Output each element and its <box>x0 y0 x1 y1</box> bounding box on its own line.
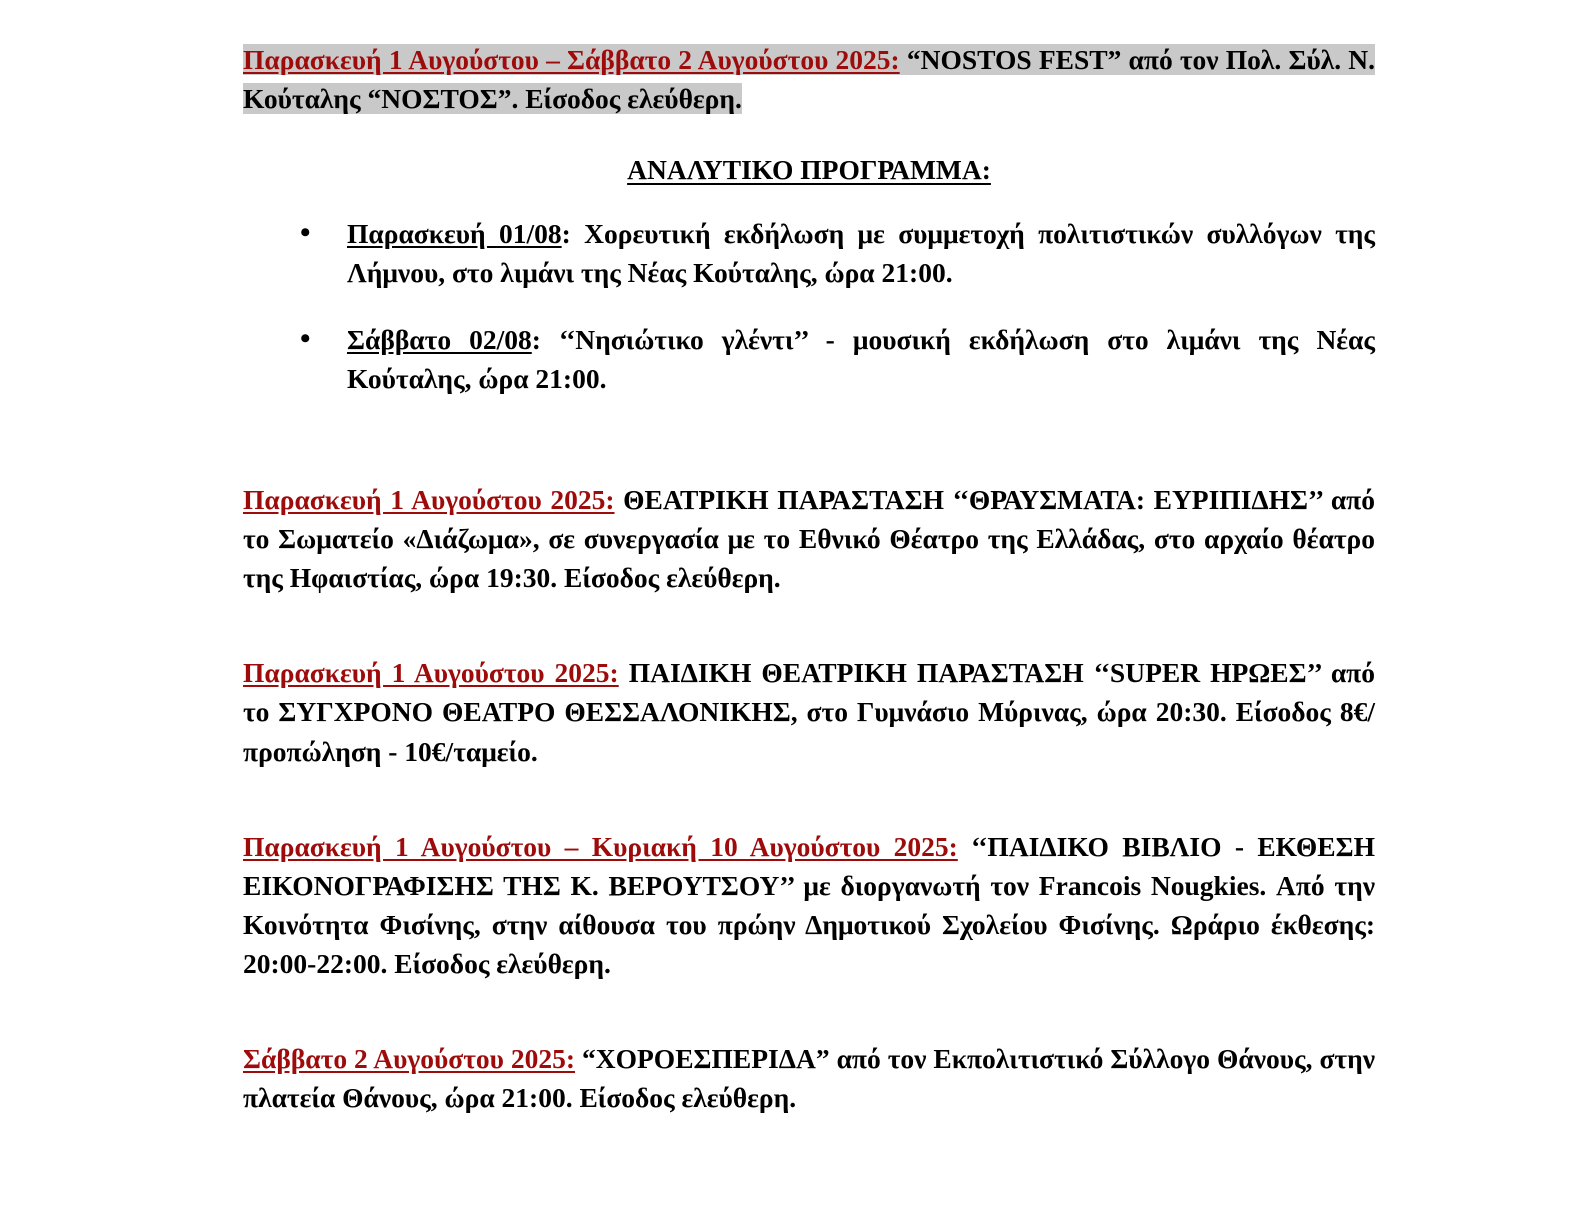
document-body <box>243 40 1375 1117</box>
top-banner-date: Παρασκευή 1 Αυγούστου – Σάββατο 2 Αυγούστου 2025: <box>243 44 900 75</box>
program-heading-text: ΑΝΑΛΥΤΙΚΟ ΠΡΟΓΡΑΜΜΑ: <box>627 154 991 186</box>
event-text-1: ΠΑΙΔΙΚΗ ΘΕΑΤΡΙΚΗ ΠΑΡΑΣΤΑΣΗ ‘‘SUPER ΗΡΩΕΣ’’ από το ΣΥΓΧΡΟΝΟ ΘΕΑΤΡΟ ΘΕΣΣΑΛΟΝΙΚΗΣ, στο Γυμνάσιο Μύρινας, ώρα 20:30. Είσοδος 8€/προπώληση - 10€/ταμείο. <box>243 657 1375 767</box>
list-item <box>295 320 1375 398</box>
top-banner-text: “NOSTOS FEST” από τον Πολ. Σύλ. Ν. Κούταλης “ΝΟΣΤΟΣ”. Είσοδος ελεύθερη. <box>243 44 1376 115</box>
event-paragraph-3 <box>243 1039 1375 1117</box>
program-bullet-list <box>243 214 1375 398</box>
event-paragraph-0 <box>243 480 1375 597</box>
bullet-date-0: Παρασκευή 01/08 <box>347 218 562 250</box>
program-heading <box>243 154 1375 186</box>
bullet-date-1: Σάββατο 02/08 <box>347 324 532 356</box>
event-date-2: Παρασκευή 1 Αυγούστου – Κυριακή 10 Αυγούστου 2025: <box>243 830 958 862</box>
event-text-3: “ΧΟΡΟΕΣΠΕΡΙΔΑ” από τον Εκπολιτιστικό Σύλλογο Θάνους, στην πλατεία Θάνους, ώρα 21:00. Είσοδος ελεύθερη. <box>243 1042 1375 1113</box>
bullet-text-0: : Χορευτική εκδήλωση με συμμετοχή πολιτιστικών συλλόγων της Λήμνου, στο λιμάνι της Νέας Κούταλης, ώρα 21:00. <box>347 218 1375 289</box>
event-date-3: Σάββατο 2 Αυγούστου 2025: <box>243 1042 576 1074</box>
event-text-2: ‘‘ΠΑΙΔΙΚΟ ΒΙΒΛΙΟ - ΕΚΘΕΣΗ ΕΙΚΟΝΟΓΡΑΦΙΣΗΣ ΤΗΣ Κ. ΒΕΡΟΥΤΣΟΥ’’ με διοργανωτή τον Francois Nougkies. Από την Κοινότητα Φισίνης, στην αίθουσα του πρώην Δημοτικού Σχολείου Φισίνης. Ωράριο έκθεσης: 20:00-22:00. Είσοδος ελεύθερη. <box>243 830 1375 979</box>
event-text-0: ΘΕΑΤΡΙΚΗ ΠΑΡΑΣΤΑΣΗ ‘‘ΘΡΑΥΣΜΑΤΑ: ΕΥΡΙΠΙΔΗΣ’’ από το Σωματείο «Διάζωμα», σε συνεργασία με το Εθνικό Θέατρο της Ελλάδας, στο αρχαίο θέατρο της Ηφαιστίας, ώρα 19:30. Είσοδος ελεύθερη. <box>243 484 1375 594</box>
list-item <box>295 214 1375 292</box>
event-paragraph-2 <box>243 827 1375 983</box>
top-banner-paragraph <box>243 40 1375 118</box>
event-date-1: Παρασκευή 1 Αυγούστου 2025: <box>243 657 619 689</box>
event-paragraph-1 <box>243 653 1375 770</box>
event-date-0: Παρασκευή 1 Αυγούστου 2025: <box>243 484 615 516</box>
bullet-text-1: : ‘‘Νησιώτικο γλέντι’’ - μουσική εκδήλωση στο λιμάνι της Νέας Κούταλης, ώρα 21:00. <box>347 324 1375 395</box>
